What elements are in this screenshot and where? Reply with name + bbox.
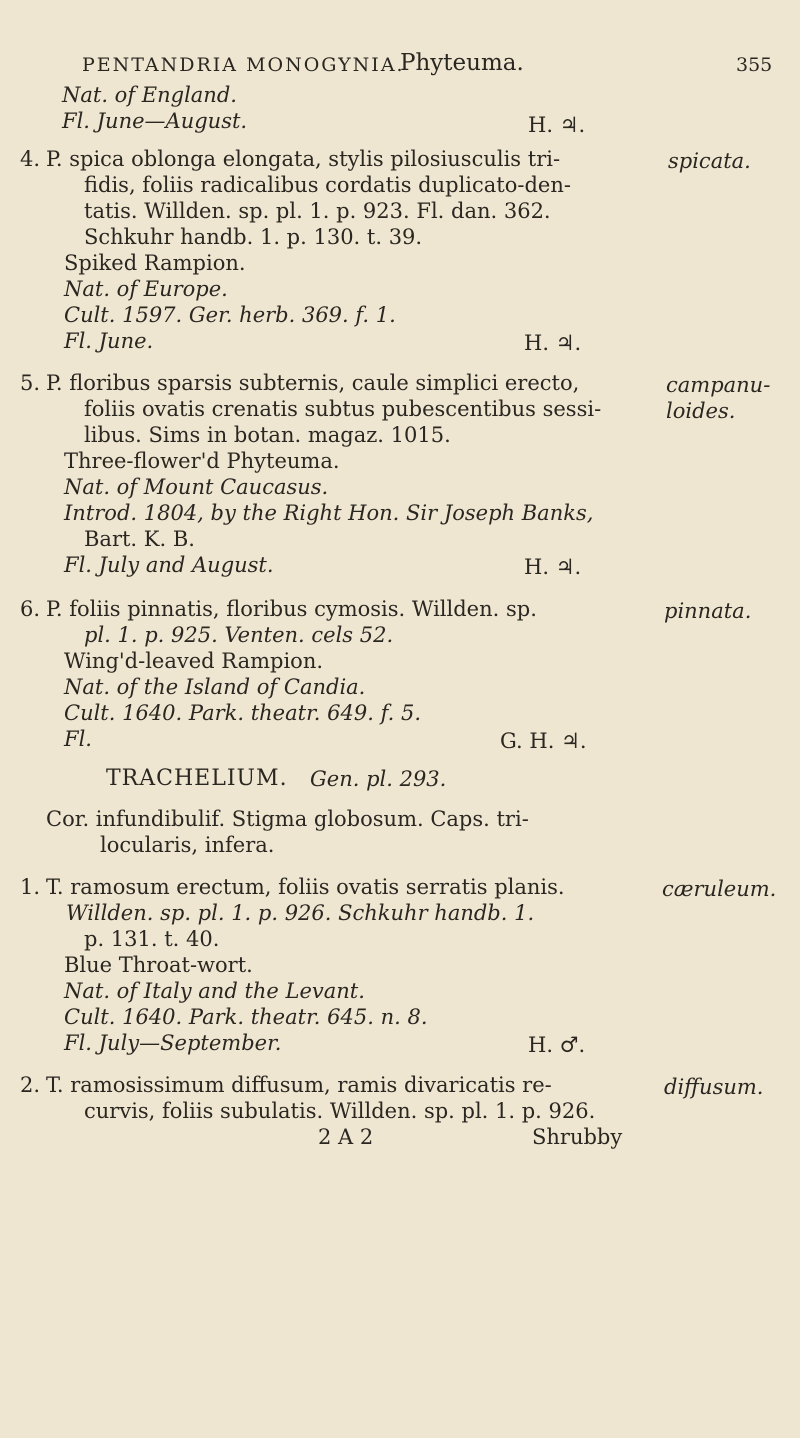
entry-line: foliis ovatis crenatis subtus pubescentibus sessi- xyxy=(84,397,602,421)
catchword: Shrubby xyxy=(532,1125,623,1149)
entry-line: Bart. K. B. xyxy=(84,527,195,551)
entry-line: Fl. July and August. xyxy=(64,553,274,577)
species-epithet: campanu- xyxy=(666,373,771,397)
entry-number: 2. xyxy=(20,1073,41,1097)
entry-line: P. spica oblonga elongata, stylis pilosiusculis tri- xyxy=(46,147,561,171)
species-epithet: diffusum. xyxy=(664,1075,764,1099)
entry-line: Nat. of the Island of Candia. xyxy=(64,675,366,699)
entry-line: Three-flower'd Phyteuma. xyxy=(64,449,340,473)
species-epithet: pinnata. xyxy=(664,599,752,623)
entry-line: tatis. Willden. sp. pl. 1. p. 923. Fl. dan. 362. xyxy=(84,199,551,223)
entry-line: Schkuhr handb. 1. p. 130. t. 39. xyxy=(84,225,423,249)
entry-line: P. foliis pinnatis, floribus cymosis. Willden. sp. xyxy=(46,597,537,621)
genus-heading: TRACHELIUM. xyxy=(106,766,288,791)
entry-line: Fl. xyxy=(64,727,92,751)
entry-line: Nat. of Italy and the Levant. xyxy=(64,979,365,1003)
entry-line: Cult. 1640. Park. theatr. 649. f. 5. xyxy=(64,701,421,725)
entry-number: 4. xyxy=(20,147,41,171)
genus-character-cont: locularis, infera. xyxy=(100,833,275,857)
entry-line: Fl. June. xyxy=(64,329,154,353)
entry-line: Wing'd-leaved Rampion. xyxy=(64,649,324,673)
entry-habit: G. H. ♃. xyxy=(500,729,587,753)
entry-line: Cult. 1640. Park. theatr. 645. n. 8. xyxy=(64,1005,428,1029)
entry-line: Fl. July—September. xyxy=(64,1031,282,1055)
intro-flowering: Fl. June—August. xyxy=(62,109,248,133)
entry-number: 5. xyxy=(20,371,41,395)
species-epithet-cont: loides. xyxy=(666,399,736,423)
entry-line: T. ramosissimum diffusum, ramis divaricatis re- xyxy=(46,1073,552,1097)
entry-line: Nat. of Mount Caucasus. xyxy=(64,475,329,499)
entry-habit: H. ♂. xyxy=(528,1033,586,1057)
species-epithet: spicata. xyxy=(668,149,751,173)
entry-line: pl. 1. p. 925. Venten. cels 52. xyxy=(84,623,394,647)
entry-line: curvis, foliis subulatis. Willden. sp. pl. 1. p. 926. xyxy=(84,1099,596,1123)
running-title: PENTANDRIA MONOGYNIA. xyxy=(82,54,405,76)
species-epithet: cæruleum. xyxy=(662,877,777,901)
entry-line: P. floribus sparsis subternis, caule simplici erecto, xyxy=(46,371,580,395)
entry-line: T. ramosum erectum, foliis ovatis serratis planis. xyxy=(46,875,565,899)
entry-habit: H. ♃. xyxy=(524,331,582,355)
entry-line: Nat. of Europe. xyxy=(64,277,228,301)
page-number: 355 xyxy=(736,54,773,76)
entry-line: Spiked Rampion. xyxy=(64,251,246,275)
genus-character: Cor. infundibulif. Stigma globosum. Caps. tri- xyxy=(46,807,529,831)
intro-nat: Nat. of England. xyxy=(62,83,237,107)
entry-line: libus. Sims in botan. magaz. 1015. xyxy=(84,423,451,447)
entry-line: p. 131. t. 40. xyxy=(84,927,220,951)
genus-reference: Gen. pl. 293. xyxy=(310,767,447,791)
entry-number: 6. xyxy=(20,597,41,621)
entry-line: Cult. 1597. Ger. herb. 369. f. 1. xyxy=(64,303,396,327)
entry-line: Blue Throat-wort. xyxy=(64,953,253,977)
signature-mark: 2 A 2 xyxy=(318,1125,374,1149)
entry-line: Willden. sp. pl. 1. p. 926. Schkuhr handb. 1. xyxy=(66,901,535,925)
intro-habit: H. ♃. xyxy=(528,113,586,137)
entry-line: fidis, foliis radicalibus cordatis duplicato-den- xyxy=(84,173,571,197)
genus-header: Phyteuma. xyxy=(400,50,524,76)
entry-habit: H. ♃. xyxy=(524,555,582,579)
entry-number: 1. xyxy=(20,875,41,899)
entry-line: Introd. 1804, by the Right Hon. Sir Joseph Banks, xyxy=(64,501,594,525)
